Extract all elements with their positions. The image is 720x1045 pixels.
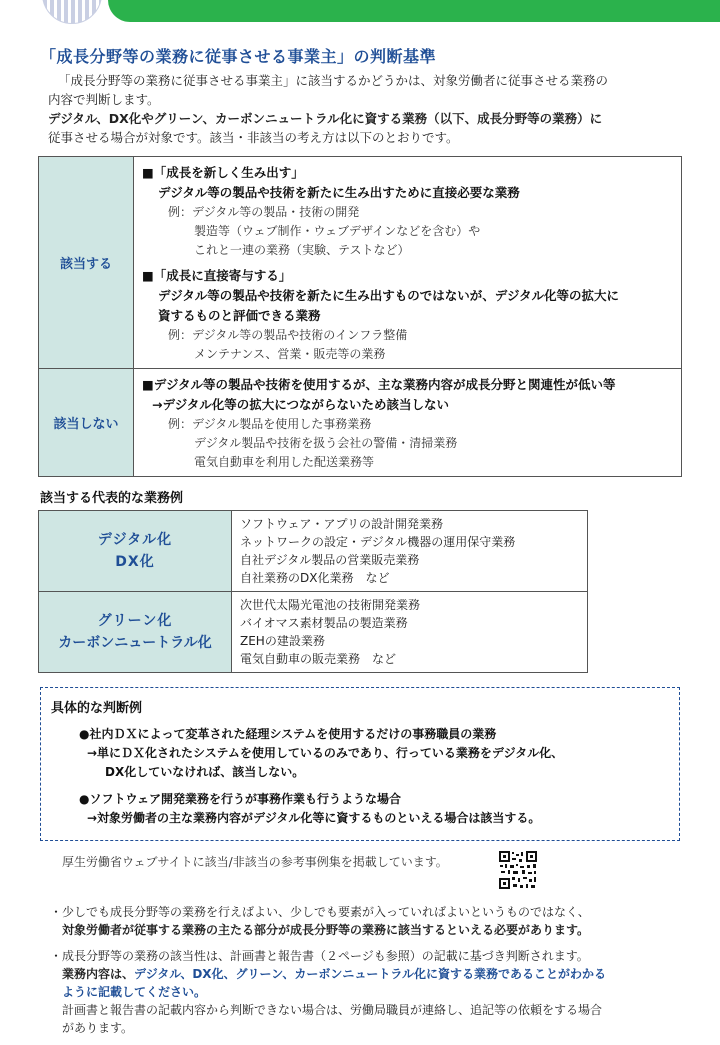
applies-label: 該当する <box>39 157 134 369</box>
example-item: 例：デジタル製品を使用した事務業務 <box>168 417 372 431</box>
example-list <box>142 415 673 472</box>
items-cell <box>232 592 588 673</box>
representative-row <box>39 511 588 592</box>
judgment-case <box>79 790 540 828</box>
list-item: ネットワークの設定・デジタル機器の運用保守業務 <box>240 535 516 549</box>
category-name: DX化 <box>115 554 155 570</box>
not-applies-content <box>134 369 682 477</box>
category-name: カーボンニュートラル化 <box>58 635 212 651</box>
intro-line: デジタル、DX化やグリーン、カーボンニュートラル化に資する業務（以下、成長分野等の業務）に <box>48 111 603 126</box>
criteria-heading: ■「成長に直接寄与する」 <box>142 268 292 283</box>
applies-content <box>134 157 682 369</box>
representative-table <box>38 510 588 673</box>
judgment-question: ●社内ＤＸによって変革された経理システムを使用するだけの事務職員の業務 <box>79 727 497 741</box>
judgment-examples-box <box>40 687 680 841</box>
example-list <box>142 326 673 364</box>
judgment-case <box>79 725 563 782</box>
list-item: 自社業務のDX化業務 など <box>240 571 390 585</box>
note-line: 業務内容は、 <box>62 967 135 981</box>
judgment-answer: →対象労働者の主な業務内容がデジタル化等に資するものといえる場合は該当する。 <box>87 811 541 825</box>
criteria-heading: →デジタル化等の拡大につながらないため該当しない <box>152 397 449 412</box>
criteria-row-applies <box>39 157 682 369</box>
criteria-heading: ■「成長を新しく生み出す」 <box>142 165 304 180</box>
green-header-band <box>108 0 720 22</box>
intro-line: 「成長分野等の業務に従事させる事業主」に該当するかどうかは、対象労働者に従事させる業務の <box>58 73 609 88</box>
judgment-question: ●ソフトウェア開発業務を行うが事務作業も行うような場合 <box>79 792 401 806</box>
top-decoration-bar <box>0 0 720 24</box>
criteria-table <box>38 156 682 477</box>
intro-line: 内容で判断します。 <box>48 92 160 107</box>
note-line: があります。 <box>62 1021 134 1035</box>
note-line: ・成長分野等の業務の該当性は、計画書と報告書（２ページも参照）の記載に基づき判断されます。 <box>50 949 589 963</box>
criteria-heading: ■デジタル等の製品や技術を使用するが、主な業務内容が成長分野と関連性が低い等 <box>142 377 616 392</box>
criteria-heading: デジタル等の製品や技術を新たに生み出すために直接必要な業務 <box>158 185 520 200</box>
example-item: これと一連の業務（実験、テストなど） <box>194 243 410 257</box>
note-item <box>50 903 690 939</box>
category-cell <box>39 592 232 673</box>
judgment-answer: DX化していなければ、該当しない。 <box>105 765 305 779</box>
qr-code-icon[interactable] <box>498 850 538 890</box>
example-item: 例：デジタル等の製品や技術のインフラ整備 <box>168 328 408 342</box>
note-item <box>50 947 690 1037</box>
criteria-heading: 資するものと評価できる業務 <box>158 308 321 323</box>
category-name: グリーン化 <box>97 613 173 629</box>
representative-title: 該当する代表的な業務例 <box>40 491 184 506</box>
note-highlight: ように記載してください。 <box>62 985 207 999</box>
not-applies-label: 該当しない <box>39 369 134 477</box>
example-item: 製造等（ウェブ制作・ウェブデザインなどを含む）や <box>194 224 481 238</box>
list-item: バイオマス素材製品の製造業務 <box>240 616 408 630</box>
intro-text <box>48 71 688 147</box>
example-item: メンテナンス、営業・販売等の業務 <box>194 347 386 361</box>
note-line: 計画書と報告書の記載内容から判断できない場合は、労働局職員が連絡し、追記等の依頼をする場合 <box>62 1003 603 1017</box>
judgment-answer: →単にＤＸ化されたシステムを使用しているのみであり、行っている業務をデジタル化、 <box>87 746 564 760</box>
page-title: 「成長分野等の業務に従事させる事業主」の判断基準 <box>40 47 437 66</box>
example-item: 電気自動車を利用した配送業務等 <box>194 455 375 469</box>
list-item: 電気自動車の販売業務 など <box>240 652 397 666</box>
criteria-row-not-applies <box>39 369 682 477</box>
website-note: 厚生労働省ウェブサイトに該当/非該当の参考事例集を掲載しています。 <box>62 855 448 869</box>
note-line: ・少しでも成長分野等の業務を行えばよい、少しでも要素が入っていればよいというものではなく、 <box>50 905 590 919</box>
list-item: 自社デジタル製品の営業販売業務 <box>240 553 420 567</box>
striped-circle-decoration <box>42 0 102 24</box>
example-list <box>142 203 673 260</box>
list-item: ZEHの建設業務 <box>240 634 325 648</box>
list-item: 次世代太陽光電池の技術開発業務 <box>240 598 421 612</box>
list-item: ソフトウェア・アプリの設計開発業務 <box>240 517 444 531</box>
judgment-title: 具体的な判断例 <box>51 701 143 716</box>
notes-section <box>50 903 690 1045</box>
criteria-heading: デジタル等の製品や技術を新たに生み出すものではないが、デジタル化等の拡大に <box>158 288 620 303</box>
example-item: デジタル製品や技術を扱う会社の警備・清掃業務 <box>194 436 458 450</box>
note-highlight: デジタル、DX化、グリーン、カーボンニュートラル化に資する業務であることがわかる <box>134 967 606 981</box>
representative-row <box>39 592 588 673</box>
items-cell <box>232 511 588 592</box>
note-line: 対象労働者が従事する業務の主たる部分が成長分野等の業務に該当するといえる必要があります。 <box>62 923 590 937</box>
intro-line: 従事させる場合が対象です。該当・非該当の考え方は以下のとおりです。 <box>48 130 459 145</box>
category-cell <box>39 511 232 592</box>
category-name: デジタル化 <box>97 532 173 548</box>
example-item: 例：デジタル等の製品・技術の開発 <box>168 205 360 219</box>
